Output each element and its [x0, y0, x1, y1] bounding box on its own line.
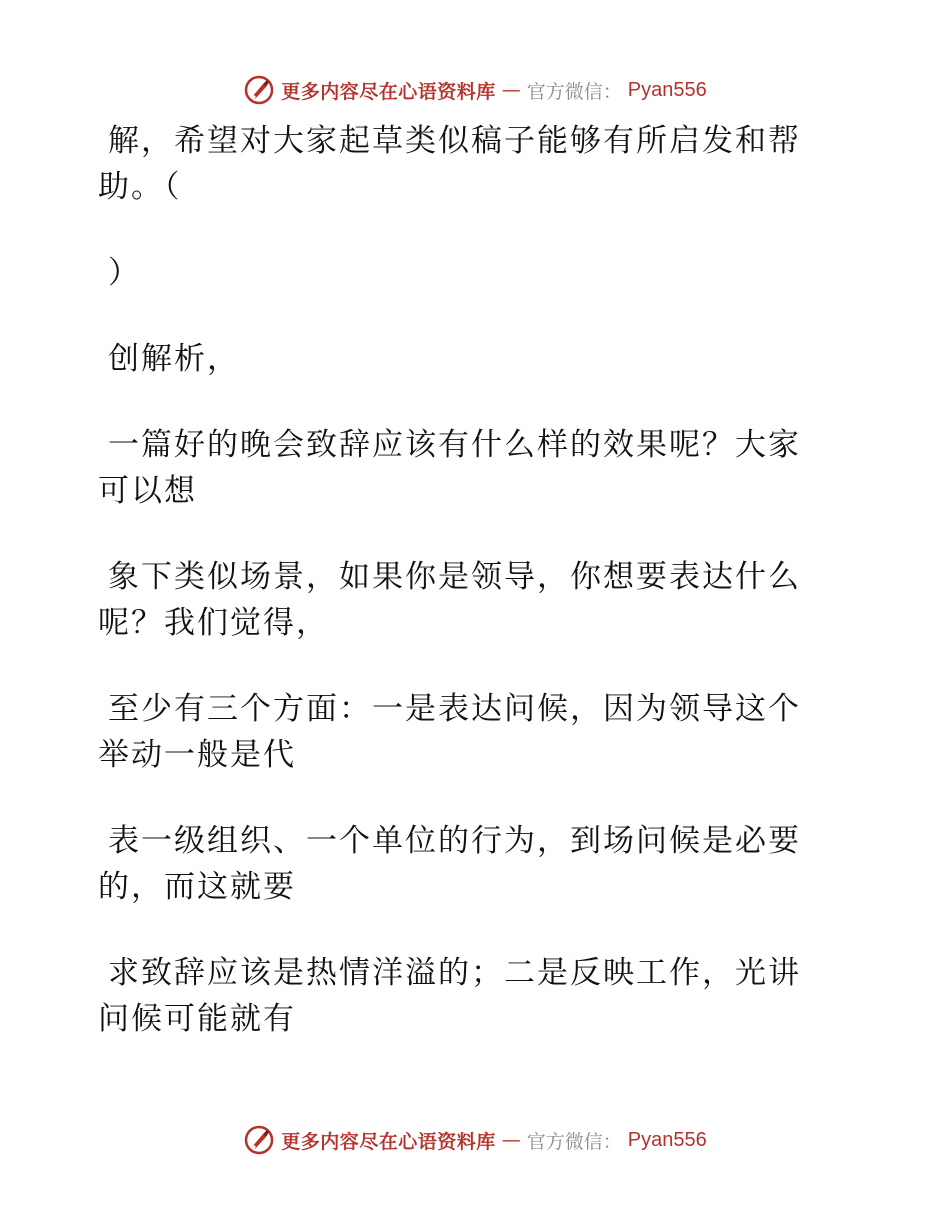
paragraph-line: ）: [108, 255, 141, 291]
paragraph: [98, 336, 838, 382]
paragraph-line: 举动一般是代: [98, 737, 296, 773]
paragraph-line: 象下类似场景，如果你是领导，你想要表达什么: [108, 559, 801, 595]
paragraph-line: 的，而这就要: [98, 869, 296, 905]
paragraph: [98, 422, 838, 514]
footer-banner: [0, 1120, 950, 1160]
paragraph-line: 表一级组织、一个单位的行为，到场问候是必要: [108, 823, 801, 859]
paragraph-line: 呢？我们觉得，: [98, 605, 329, 641]
footer-banner-text: 更多内容尽在心语资料库: [281, 1130, 496, 1153]
paragraph: [98, 950, 838, 1042]
paragraph: [98, 118, 838, 210]
paragraph: [98, 554, 838, 646]
header-banner-dash: —: [501, 79, 521, 101]
paragraph: [98, 686, 838, 778]
paragraph: [98, 818, 838, 910]
paragraph-line: 解，希望对大家起草类似稿子能够有所启发和帮: [108, 123, 801, 159]
footer-banner-dash: —: [501, 1129, 521, 1151]
footer-banner-account: Pyan556: [627, 1128, 707, 1151]
pen-logo-icon: [243, 1124, 275, 1156]
pen-logo-icon: [243, 74, 275, 106]
header-banner-label: 官方微信：: [526, 80, 622, 103]
header-banner-account: Pyan556: [627, 78, 707, 101]
paragraph-line: 一篇好的晚会致辞应该有什么样的效果呢？大家: [108, 427, 801, 463]
paragraph: [98, 250, 838, 296]
header-banner-text: 更多内容尽在心语资料库: [281, 80, 496, 103]
paragraph-line: 可以想: [98, 473, 197, 509]
footer-banner-label: 官方微信：: [526, 1130, 622, 1153]
paragraph-line: 求致辞应该是热情洋溢的；二是反映工作，光讲: [108, 955, 801, 991]
header-banner: [0, 70, 950, 110]
paragraph-line: 创解析，: [108, 341, 240, 377]
paragraph-line: 助。（: [98, 169, 182, 205]
paragraph-line: 问候可能就有: [98, 1001, 296, 1037]
document-body: [98, 118, 838, 1082]
paragraph-line: 至少有三个方面：一是表达问候，因为领导这个: [108, 691, 801, 727]
